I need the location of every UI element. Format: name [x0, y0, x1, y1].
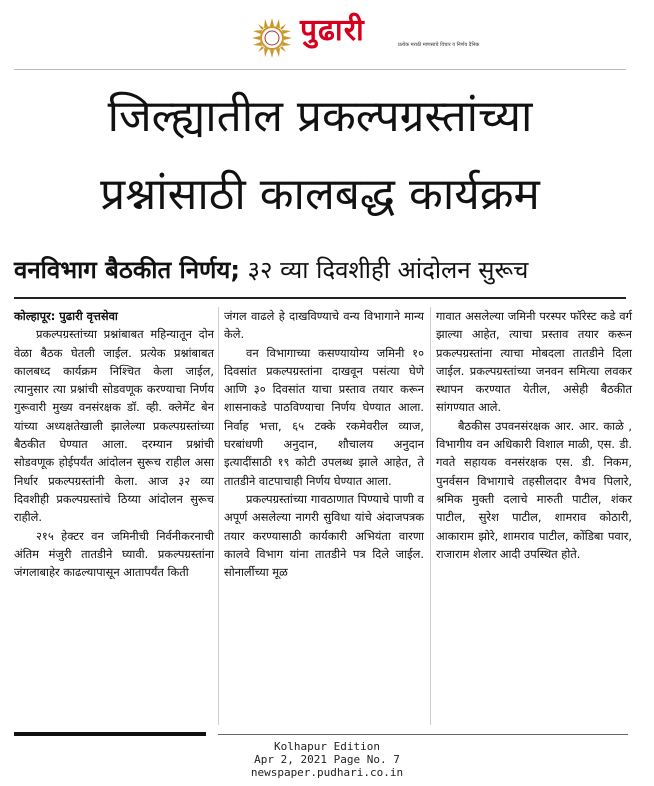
- headline-line-2: प्रश्नांसाठी कालबद्ध कार्यक्रम: [100, 169, 540, 220]
- paragraph: वन विभागाच्या कसण्यायोग्य जमिनी १० दिवसांत प्रकल्पग्रस्तांना दाखवून पसंत्या घेणे आणि ३० दिवसांत याचा प्रस्ताव तयार करून शासनाकडे पाठविण्याचा निर्णय घेण्यात आला. निर्वाह भत्ता, ६५ टक्के रकमेवरील व्याज, घरबांधणी अनुदान, शौचालय अनुदान इत्यादींसाठी १९ कोटी उपलब्ध झाले आहेत, ते तातडीने वाटपाचाही निर्णय घेण्यात आला.: [224, 345, 424, 488]
- masthead-tagline: प्रत्येक मराठी माणसाचे विचार व निर्णय दैनिक: [398, 42, 480, 48]
- headline-line-1: जिल्ह्यातील प्रकल्पग्रस्तांच्या: [107, 91, 533, 142]
- subheadline-bold: वनविभाग बैठकीत निर्णय;: [14, 256, 240, 284]
- paragraph: प्रकल्पग्रस्तांच्या प्रश्नांबाबत महिन्यातून दोन वेळा बैठक घेतली जाईल. प्रत्येक प्रश्नांबाबत कालबध्द कार्यक्रम निश्चित केला जाईल, त्यानुसार त्या प्रश्नांची सोडवणूक करण्याचा निर्णय गुरूवारी मुख्य वनसंरक्षक डॉ. व्ही. क्लेमेंट बेन यांच्या अध्यक्षतेखाली झालेल्या प्रकल्पग्रस्तांच्या बैठकीत घेण्यात आला. दरम्यान प्रश्नांची सोडवणूक होईपर्यंत आंदोलन सुरूच राहील असा निर्धार प्रकल्पग्रस्तांनी केला. आज ३२ व्या दिवशीही प्रकल्पग्रस्तांचे ठिय्या आंदोलन सुरूच राहीले.: [14, 327, 214, 525]
- edition-date-page: Apr 2, 2021 Page No. 7: [254, 753, 400, 766]
- sun-seal-icon: [252, 18, 292, 58]
- edition-url[interactable]: newspaper.pudhari.co.in: [250, 766, 404, 779]
- subheadline-rest: ३२ व्या दिवशीही आंदोलन सुरूच: [239, 256, 529, 284]
- newspaper-logo: पुढारी: [300, 13, 365, 48]
- bottom-rule-thin: [218, 734, 628, 735]
- bottom-rule-thick: [14, 732, 206, 736]
- edition-footer: [0, 740, 654, 779]
- subheadline-divider: [14, 297, 626, 299]
- paragraph: २१५ हेक्टर वन जमिनीची निर्वनीकरनाची अंतिम मंजुरी तातडीने घ्यावी. प्रकल्पग्रस्तांना जंगलाबाहेर काढल्यापासून आतापर्यंत किती: [14, 528, 214, 580]
- paragraph: बैठकीस उपवनसंरक्षक आर. आर. काळे , विभागीय वन अधिकारी विशाल माळी, एस. डी. गवते सहायक वनसंरक्षक एस. डी. निकम, पुनर्वसन विभागाचे तहसीलदार वैभव पिलारे, श्रमिक मुक्ती दलाचे मारुती पाटील, शंकर पाटील, सुरेश पाटील, शामराव कोठारी, आकाराम झोरे, शामराव पाटील, कोंडिबा पवार, राजाराम शेलार आदी उपस्थित होते.: [436, 418, 632, 561]
- article-column-1: [14, 307, 214, 581]
- paragraph: जंगल वाढले हे दाखविण्याचे वन्य विभागाने मान्य केले.: [224, 309, 424, 342]
- subheadline: [14, 254, 634, 286]
- column-divider: [430, 307, 431, 725]
- paragraph: गावात असलेल्या जमिनी परस्पर फॉरेस्ट कडे वर्ग झाल्या आहेत, त्याचा प्रस्ताव तयार करून प्रकल्पग्रस्तांना त्याचा मोबदला तातडीने दिला जाईल. प्रकल्पग्रस्तांच्या जनवन समित्या लवकर स्थापन करण्यात येतील, असेही बैठकीत सांगण्यात आले.: [436, 309, 632, 415]
- column-divider: [218, 307, 219, 725]
- paragraph: प्रकल्पग्रस्तांच्या गावठाणात पिण्याचे पाणी व अपूर्ण असलेल्या नागरी सुविधा यांचे अंदाजपत्रक तयार करण्यासाठी कार्यकारी अभियंता वारणा कालवे विभाग यांना तातडीने पत्र दिले जाईल. सोनार्लीच्या मूळ: [224, 491, 424, 580]
- article-column-3: [436, 307, 632, 563]
- dateline: कोल्हापूर: पुढारी वृत्तसेवा: [14, 309, 118, 323]
- article-column-2: [224, 307, 424, 581]
- masthead: [0, 8, 654, 64]
- masthead-divider: [14, 69, 626, 70]
- edition-name: Kolhapur Edition: [274, 740, 380, 753]
